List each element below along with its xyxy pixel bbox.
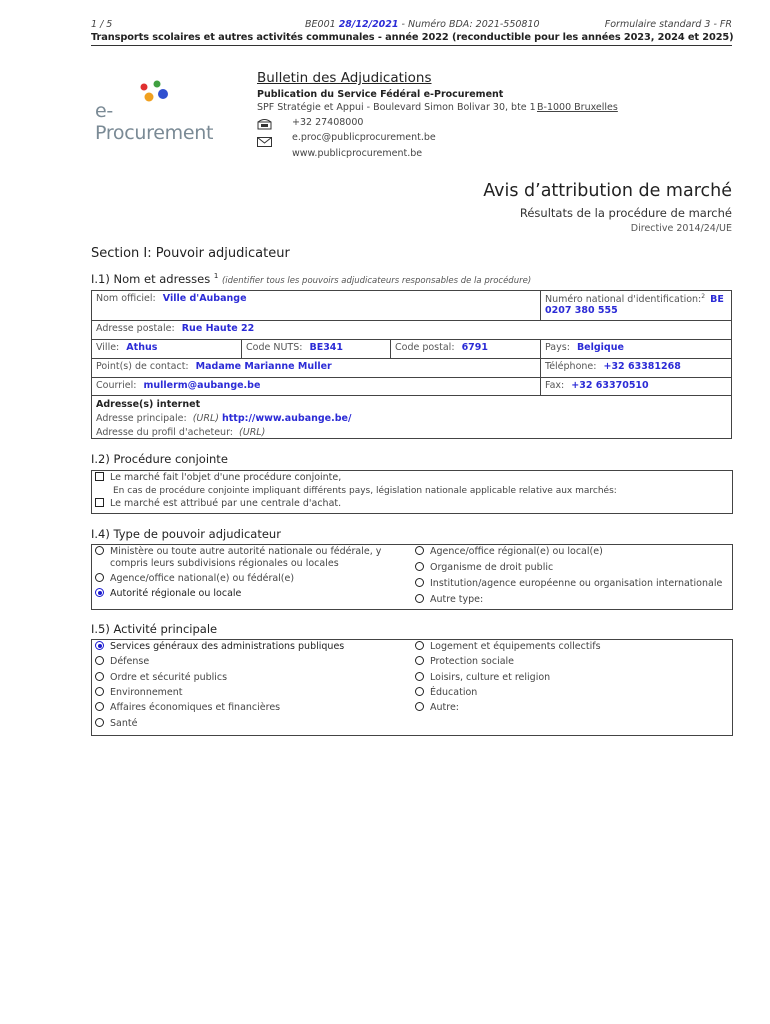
official-name-cell: [91, 290, 541, 321]
radio-unselected[interactable]: [415, 562, 424, 571]
radio-unselected[interactable]: [95, 702, 104, 711]
main-address-label: Adresse principale:: [96, 413, 187, 424]
internet-title: Adresse(s) internet: [96, 399, 201, 410]
notice-directive: Directive 2014/24/UE: [630, 223, 732, 234]
radio-selected[interactable]: [95, 588, 104, 597]
official-name-value: Ville d'Aubange: [162, 293, 247, 304]
option-autorite-regionale-ou-locale[interactable]: [95, 588, 241, 599]
i1-title: I.1) Nom et adresses: [91, 272, 211, 286]
city-cell: [91, 339, 242, 359]
internet-cell: [91, 395, 732, 439]
city-value: Athus: [126, 342, 158, 353]
i5-box: [91, 639, 733, 736]
i1-footnote-ref: 1: [213, 272, 219, 281]
option-label: Services généraux des administrations publiques: [110, 641, 345, 652]
option-label: Éducation: [430, 686, 478, 698]
contact-cell: [91, 358, 541, 378]
radio-unselected[interactable]: [415, 578, 424, 587]
option-ordre-et-securite-publics[interactable]: [95, 672, 227, 683]
logo-text: e-Procurement: [95, 100, 214, 144]
bulletin-website[interactable]: www.publicprocurement.be: [292, 148, 423, 159]
radio-unselected[interactable]: [95, 687, 104, 696]
option-label: Loisirs, culture et religion: [430, 671, 551, 683]
option-label: Santé: [110, 717, 138, 729]
buyer-profile-label: Adresse du profil d'acheteur:: [96, 427, 234, 438]
header-divider: [91, 45, 732, 46]
radio-unselected[interactable]: [415, 672, 424, 681]
bulletin-phone: +32 27408000: [292, 117, 364, 128]
radio-unselected[interactable]: [95, 656, 104, 665]
bulletin-city: B-1000 Bruxelles: [537, 102, 618, 113]
option-agence-office-national-e-ou-federal-e[interactable]: [95, 573, 294, 584]
i2-title: I.2) Procédure conjointe: [91, 452, 228, 466]
option-agence-office-regional-e-ou-local-e[interactable]: [415, 546, 603, 557]
radio-selected[interactable]: [95, 641, 104, 650]
national-id-country: BE: [710, 294, 724, 306]
bulletin-title[interactable]: Bulletin des Adjudications: [257, 70, 432, 86]
option-label: Agence/office régional(e) ou local(e): [430, 546, 603, 557]
option-label: Ministère ou toute autre autorité nationale ou fédérale, y: [110, 546, 382, 557]
joint-procedure-option[interactable]: [95, 472, 341, 483]
option-affaires-economiques-et-financieres[interactable]: [95, 702, 280, 713]
option-label: Agence/office national(e) ou fédéral(e): [110, 573, 295, 584]
option-label: Autre:: [430, 702, 459, 714]
joint-procedure-checkbox[interactable]: [95, 472, 104, 481]
radio-unselected[interactable]: [415, 702, 424, 711]
radio-unselected[interactable]: [95, 718, 104, 727]
city-label: Ville:: [96, 342, 120, 353]
option-defense[interactable]: [95, 656, 149, 667]
nuts-code-value: BE341: [309, 342, 344, 353]
option-label-continued: compris leurs subdivisions régionales ou locales: [110, 558, 339, 569]
e-procurement-logo: [95, 78, 225, 144]
i5-title: I.5) Activité principale: [91, 622, 218, 636]
central-purchasing-option[interactable]: [95, 498, 341, 509]
official-name-label: Nom officiel:: [96, 293, 156, 304]
fax-label: Fax:: [545, 380, 565, 391]
central-purchasing-checkbox[interactable]: [95, 498, 104, 507]
notice-title: Avis d’attribution de marché: [483, 181, 732, 201]
central-purchasing-label: Le marché est attribué par une centrale d'achat.: [110, 498, 342, 509]
postal-address-label: Adresse postale:: [96, 323, 175, 334]
form-type: Formulaire standard 3 - FR: [604, 19, 732, 30]
option-label: Autre type:: [430, 594, 484, 605]
bulletin-publication: Publication du Service Fédéral e-Procurement: [257, 89, 504, 100]
national-id-label: Numéro national d'identification:: [545, 294, 702, 306]
contact-value: Madame Marianne Muller: [195, 361, 332, 372]
national-id-footnote-ref: 2: [701, 293, 706, 300]
option-label: Environnement: [110, 686, 183, 698]
fax-cell: [540, 377, 732, 396]
joint-procedure-note: En cas de procédure conjointe impliquant différents pays, législation nationale applicable relative aux marchés:: [113, 486, 617, 496]
radio-unselected[interactable]: [95, 546, 104, 555]
radio-unselected[interactable]: [415, 594, 424, 603]
page-number: 1 / 5: [91, 19, 113, 30]
radio-unselected[interactable]: [415, 546, 424, 555]
postal-code-value: 6791: [461, 342, 489, 353]
option-loisirs-culture-et-religion[interactable]: [415, 672, 550, 683]
option-logement-et-equipements-collectifs[interactable]: [415, 641, 601, 652]
ref-prefix: BE001: [305, 19, 336, 30]
contact-label: Point(s) de contact:: [96, 361, 189, 372]
email-label: Courriel:: [96, 380, 137, 391]
telephone-label: Téléphone:: [545, 361, 597, 372]
option-label: Logement et équipements collectifs: [430, 641, 601, 652]
option-label: Autorité régionale ou locale: [110, 588, 242, 599]
phone-icon: [257, 115, 273, 127]
option-ministere-ou-toute-autre-autorite-nation[interactable]: [95, 546, 381, 557]
publication-date: 28/12/2021: [338, 19, 399, 30]
email-value[interactable]: mullerm@aubange.be: [143, 380, 261, 391]
option-label: Affaires économiques et financières: [110, 702, 281, 714]
i4-title: I.4) Type de pouvoir adjudicateur: [91, 527, 281, 541]
postal-code-label: Code postal:: [395, 342, 455, 353]
option-organisme-de-droit-public[interactable]: [415, 562, 553, 573]
radio-unselected[interactable]: [95, 672, 104, 681]
notice-subtitle: Résultats de la procédure de marché: [519, 206, 732, 220]
option-institution-agence-europeenne-ou-organis[interactable]: [415, 578, 722, 589]
option-protection-sociale[interactable]: [415, 656, 514, 667]
radio-unselected[interactable]: [415, 641, 424, 650]
contract-subject: Transports scolaires et autres activités communales - année 2022 (reconductible pour les années 2023, 2024 et 2025): [91, 32, 734, 43]
radio-unselected[interactable]: [95, 573, 104, 582]
buyer-profile-url-tag: (URL): [239, 427, 266, 438]
notice-reference: [305, 19, 540, 30]
country-label: Pays:: [545, 342, 570, 353]
option-label: Organisme de droit public: [430, 562, 554, 573]
option-sante[interactable]: [95, 718, 137, 729]
section-1-title: Section I: Pouvoir adjudicateur: [91, 246, 290, 261]
postal-address-value: Rue Haute 22: [181, 323, 255, 334]
fax-value: +32 63370510: [571, 380, 649, 391]
option-label: Institution/agence européenne ou organisation internationale: [430, 578, 723, 589]
postal-address-cell: [91, 320, 732, 340]
telephone-value: +32 63381268: [603, 361, 681, 372]
i1-heading: [91, 272, 531, 286]
option-autre[interactable]: [415, 702, 459, 713]
option-education[interactable]: [415, 687, 477, 698]
email-cell: [91, 377, 541, 396]
country-value: Belgique: [576, 342, 624, 353]
envelope-icon: [257, 133, 273, 144]
bda-number: - Numéro BDA: 2021-550810: [401, 19, 540, 30]
radio-unselected[interactable]: [415, 656, 424, 665]
radio-unselected[interactable]: [415, 687, 424, 696]
option-label: Défense: [110, 656, 150, 668]
national-id-cell: [540, 290, 732, 321]
telephone-cell: [540, 358, 732, 378]
joint-procedure-label: Le marché fait l'objet d'une procédure conjointe,: [110, 472, 342, 483]
i1-note: (identifier tous les pouvoirs adjudicateurs responsables de la procédure): [221, 276, 532, 286]
option-autre-type[interactable]: [415, 594, 483, 605]
postal-code-cell: [390, 339, 541, 359]
country-cell: [540, 339, 732, 359]
nuts-code-cell: [241, 339, 391, 359]
option-label: Ordre et sécurité publics: [110, 671, 228, 683]
nuts-code-label: Code NUTS:: [246, 342, 303, 353]
main-address-url-tag: (URL): [192, 413, 219, 424]
option-label: Protection sociale: [430, 656, 515, 668]
main-address-link[interactable]: http://www.aubange.be/: [222, 413, 352, 424]
bulletin-address: SPF Stratégie et Appui - Boulevard Simon Bolivar 30, bte 1: [257, 102, 536, 113]
bulletin-email[interactable]: e.proc@publicprocurement.be: [292, 132, 436, 143]
national-id-value: 0207 380 555: [545, 305, 618, 317]
option-services-generaux-des-administrations-pu[interactable]: [95, 641, 344, 652]
option-environnement[interactable]: [95, 687, 183, 698]
